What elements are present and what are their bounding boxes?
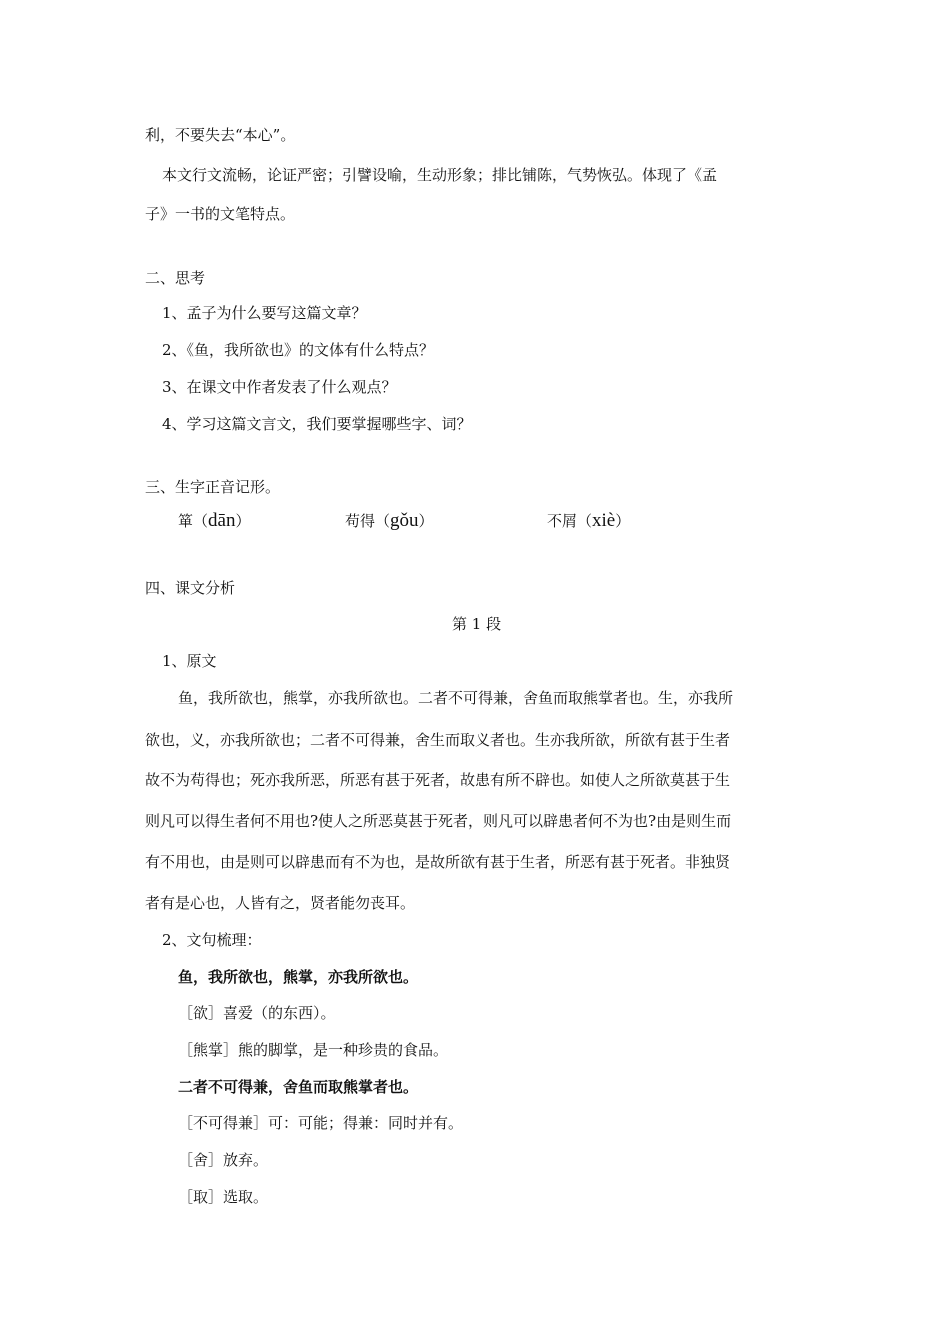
annotation-note: ［熊掌］熊的脚掌，是一种珍贵的食品。: [178, 1041, 449, 1059]
vocab-word: 苟得（: [345, 512, 391, 530]
section-heading-vocabulary: 三、生字正音记形。: [145, 478, 281, 496]
vocab-close: ）: [418, 512, 434, 530]
annotation-note: ［取］选取。: [178, 1188, 269, 1206]
vocab-item: [178, 511, 250, 531]
vocab-item: [345, 511, 434, 531]
annotation-note: ［欲］喜爱（的东西）。: [178, 1004, 336, 1022]
original-text-line: 鱼，我所欲也，熊掌，亦我所欲也。二者不可得兼，舍鱼而取熊掌者也。生，亦我所: [178, 689, 734, 707]
vocab-close: ）: [615, 512, 631, 530]
section-heading-thinking: 二、思考: [145, 269, 206, 287]
original-text-line: 者有是心也，人皆有之，贤者能勿丧耳。: [145, 894, 416, 912]
vocab-word: 箪（: [178, 512, 209, 530]
vocab-pinyin: gǒu: [390, 510, 419, 531]
vocab-close: ）: [235, 512, 251, 530]
vocab-item: [547, 511, 630, 531]
vocab-pinyin: xiè: [592, 510, 616, 531]
annotation-note: ［舍］放弃。: [178, 1151, 269, 1169]
original-text-line: 则凡可以得生者何不用也?使人之所恶莫甚于死者，则凡可以辟患者何不为也?由是则生而: [145, 812, 732, 830]
key-sentence: 鱼，我所欲也，熊掌，亦我所欲也。: [178, 968, 419, 986]
intro-line: 利，不要失去“本心”。: [145, 126, 296, 144]
intro-paragraph-line: 子》一书的文笔特点。: [145, 205, 296, 223]
paragraph-title: 第 1 段: [452, 615, 502, 633]
original-text-line: 故不为苟得也；死亦我所恶，所恶有甚于死者，故患有所不辟也。如使人之所欲莫甚于生: [145, 771, 731, 789]
annotation-note: ［不可得兼］可：可能；得兼：同时并有。: [178, 1114, 464, 1132]
intro-paragraph-line: 本文行文流畅，论证严密；引譬设喻，生动形象；排比铺陈，气势恢弘。体现了《孟: [162, 166, 718, 184]
analysis-label: 2、文句梳理：: [162, 931, 262, 949]
question-item: 1、孟子为什么要写这篇文章？: [162, 304, 367, 322]
vocab-pinyin: dān: [208, 510, 236, 531]
vocab-word: 不屑（: [547, 512, 593, 530]
key-sentence: 二者不可得兼，舍鱼而取熊掌者也。: [178, 1078, 419, 1096]
original-text-line: 有不用也，由是则可以辟患而有不为也，是故所欲有甚于生者，所恶有甚于死者。非独贤: [145, 853, 731, 871]
question-item: 3、在课文中作者发表了什么观点？: [162, 378, 397, 396]
original-text-line: 欲也，义，亦我所欲也；二者不可得兼，舍生而取义者也。生亦我所欲，所欲有甚于生者: [145, 731, 731, 749]
section-heading-analysis: 四、课文分析: [145, 579, 236, 597]
question-item: 2、《鱼，我所欲也》的文体有什么特点？: [162, 341, 435, 359]
original-text-label: 1、原文: [162, 652, 217, 670]
question-item: 4、学习这篇文言文，我们要掌握哪些字、词？: [162, 415, 472, 433]
